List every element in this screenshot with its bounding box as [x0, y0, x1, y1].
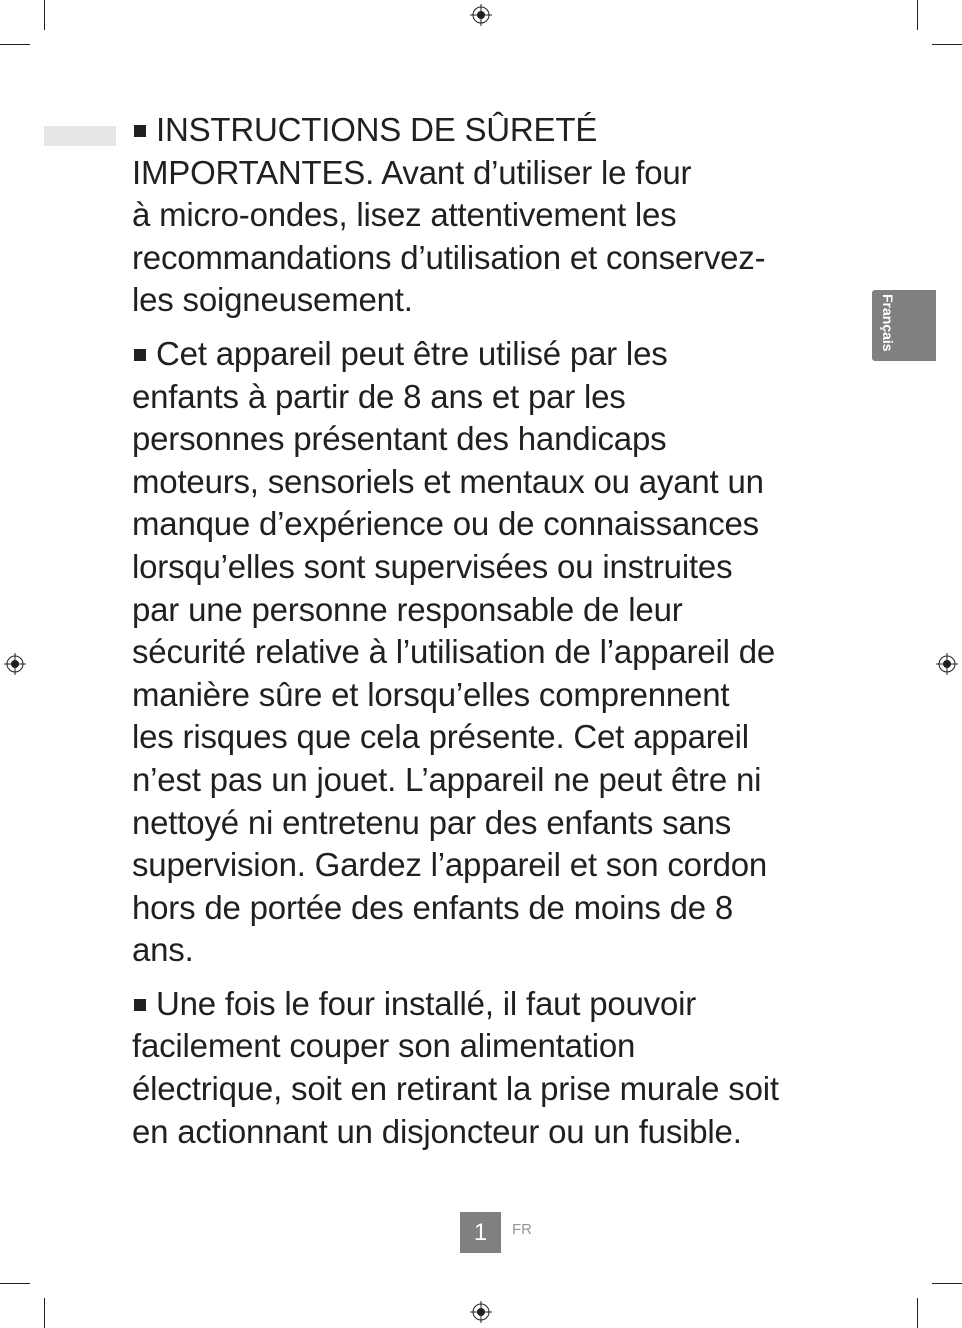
page-number: 1 — [460, 1212, 501, 1253]
text-line: manque d’expérience ou de connaissances — [132, 505, 759, 543]
paragraph-important-instructions — [132, 109, 822, 322]
text-line: par une personne responsable de leur — [132, 590, 683, 628]
square-bullet-icon — [134, 125, 146, 137]
square-bullet-icon — [134, 349, 146, 361]
crop-mark-top-right-vertical — [917, 0, 918, 30]
crop-mark-bottom-right-horizontal — [932, 1283, 962, 1284]
language-tab — [872, 290, 936, 361]
crop-mark-top-right-horizontal — [932, 44, 962, 45]
text-line: recommandations d’utilisation et conservez- — [132, 238, 766, 276]
registration-mark-icon — [470, 4, 492, 26]
crop-mark-top-left-vertical — [44, 0, 45, 30]
text-line: supervision. Gardez l’appareil et son cordon — [132, 846, 768, 884]
text-line: ans. — [132, 931, 194, 969]
text-line: n’est pas un jouet. L’appareil ne peut être ni — [132, 760, 762, 798]
crop-mark-bottom-left-vertical — [44, 1298, 45, 1328]
paragraph-children-supervision — [132, 333, 822, 972]
text-line: lorsqu’elles sont supervisées ou instruites — [132, 547, 733, 585]
text-line: facilement couper son alimentation — [132, 1027, 636, 1065]
registration-mark-icon — [936, 653, 958, 675]
text-line: enfants à partir de 8 ans et par les — [132, 377, 626, 415]
text-line: électrique, soit en retirant la prise murale soit — [132, 1070, 779, 1108]
registration-mark-icon — [470, 1301, 492, 1323]
text-line: les soigneusement. — [132, 281, 413, 319]
text-line: IMPORTANTES. Avant d’utiliser le four — [132, 153, 692, 191]
text-line: personnes présentant des handicaps — [132, 420, 667, 458]
safety-instructions — [132, 109, 822, 1164]
text-line: les risques que cela présente. Cet appareil — [132, 718, 749, 756]
crop-mark-bottom-left-horizontal — [0, 1283, 30, 1284]
language-tab-label: Français — [880, 294, 896, 352]
text-line: INSTRUCTIONS DE SÛRETÉ — [156, 111, 598, 148]
text-line: moteurs, sensoriels et mentaux ou ayant un — [132, 462, 764, 500]
text-line: en actionnant un disjoncteur ou un fusible. — [132, 1112, 742, 1150]
crop-mark-bottom-right-vertical — [917, 1298, 918, 1328]
square-bullet-icon — [134, 999, 146, 1011]
text-line: à micro-ondes, lisez attentivement les — [132, 196, 677, 234]
text-line: Une fois le four installé, il faut pouvoir — [156, 984, 697, 1022]
text-line: sécurité relative à l’utilisation de l’appareil de — [132, 633, 776, 671]
crop-mark-top-left-horizontal — [0, 44, 30, 45]
registration-mark-icon — [4, 653, 26, 675]
paragraph-power-disconnect — [132, 983, 822, 1153]
language-code: FR — [512, 1221, 532, 1238]
section-marker-bar — [44, 126, 116, 146]
text-line: Cet appareil peut être utilisé par les — [156, 334, 668, 372]
text-line: manière sûre et lorsqu’elles comprennent — [132, 675, 730, 713]
text-line: nettoyé ni entretenu par des enfants sans — [132, 803, 732, 841]
text-line: hors de portée des enfants de moins de 8 — [132, 888, 734, 926]
